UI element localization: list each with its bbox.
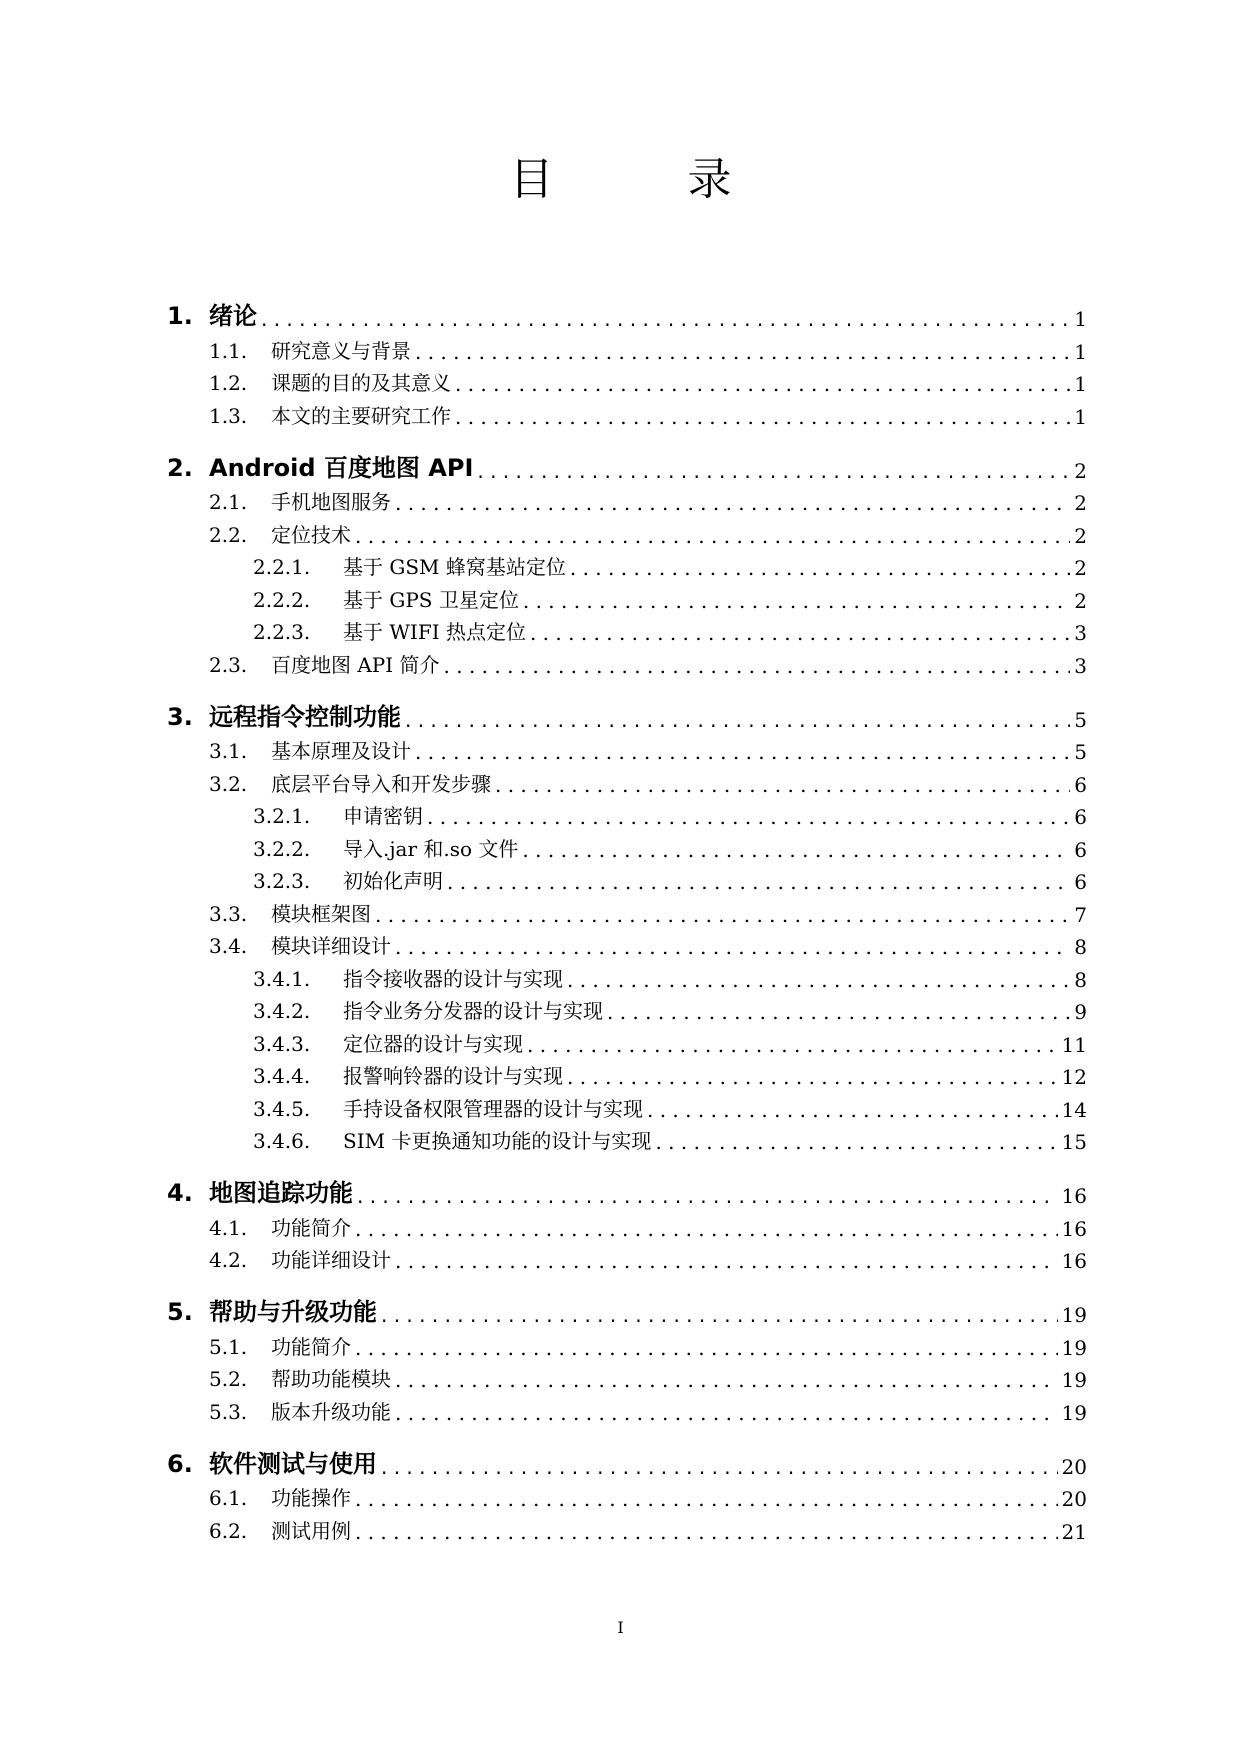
toc-entry-page: 3: [1074, 653, 1087, 678]
toc-entry-label: [209, 1331, 351, 1360]
page-title: 目 录: [509, 154, 792, 205]
toc-entry-level3[interactable]: [167, 1024, 1087, 1057]
toc-entry-title: 定位技术: [271, 522, 351, 547]
toc-entry-number: 6.: [167, 1449, 193, 1478]
toc-entry-level3[interactable]: [167, 1122, 1087, 1155]
toc-entry-label: [209, 1396, 391, 1425]
dot-leader: [355, 1336, 1058, 1360]
dot-leader: [405, 708, 1070, 732]
toc-entry-level2[interactable]: [167, 764, 1087, 797]
toc-entry-title: Android 百度地图 API: [209, 453, 474, 482]
toc-entry-level1[interactable]: [167, 277, 1087, 331]
toc-entry-page: 2: [1074, 523, 1087, 548]
toc-entry-page: 20: [1061, 1487, 1087, 1511]
toc-entry-title: 地图追踪功能: [209, 1179, 353, 1207]
toc-entry-level3[interactable]: [167, 613, 1087, 646]
dot-leader: [495, 773, 1070, 797]
toc-entry-page: 2: [1074, 588, 1087, 613]
toc-entry-level2[interactable]: [167, 1241, 1087, 1274]
toc-entry-page: 19: [1061, 1368, 1087, 1392]
dot-leader: [355, 524, 1070, 548]
toc-entry-label: [167, 448, 473, 483]
dot-leader: [395, 1249, 1058, 1273]
toc-entry-number: 3.4.1.: [253, 966, 311, 991]
toc-entry-level2[interactable]: [167, 483, 1087, 516]
toc-entry-level2[interactable]: [167, 331, 1087, 364]
toc-entry-number: 2.: [167, 453, 193, 482]
toc-entry-page: 1: [1074, 372, 1087, 396]
toc-entry-number: 3.4.3.: [253, 1031, 311, 1056]
toc-entry-label: [209, 735, 411, 764]
dot-leader: [477, 459, 1070, 483]
toc-entry-title: 基于 GSM 蜂窝基站定位: [343, 555, 566, 579]
toc-entry-number: 3.1.: [209, 739, 248, 763]
toc-entry-title: 测试用例: [271, 1518, 351, 1543]
toc-entry-label: [209, 1363, 391, 1392]
toc-entry-level2[interactable]: [167, 364, 1087, 397]
toc-entry-level2[interactable]: [167, 894, 1087, 927]
toc-entry-title: 研究意义与背景: [271, 338, 411, 363]
toc-entry-number: 2.2.3.: [253, 620, 311, 644]
toc-entry-page: 9: [1074, 1000, 1087, 1024]
dot-leader: [375, 903, 1070, 927]
toc-entry-level3[interactable]: [167, 1057, 1087, 1090]
toc-entry-label: [209, 1482, 351, 1511]
toc-entry-level2[interactable]: [167, 1208, 1087, 1241]
toc-entry-number: 3.2.1.: [253, 804, 311, 828]
toc-entry-number: 3.3.: [209, 901, 248, 926]
toc-entry-label: [253, 833, 518, 862]
toc-entry-number: 1.: [167, 302, 193, 330]
toc-entry-title: 底层平台导入和开发步骤: [271, 771, 491, 796]
toc-entry-title: SIM 卡更换通知功能的设计与实现: [343, 1129, 652, 1153]
dot-leader: [355, 1520, 1058, 1544]
toc-entry-title: 软件测试与使用: [209, 1449, 377, 1478]
toc-entry-number: 2.2.1.: [253, 555, 311, 579]
toc-entry-title: 功能简介: [271, 1215, 351, 1240]
dot-leader: [444, 654, 1071, 678]
toc-entry-level1[interactable]: [167, 1273, 1087, 1327]
toc-entry-label: [167, 1444, 377, 1479]
dot-leader: [415, 740, 1070, 764]
toc-entry-level3[interactable]: [167, 992, 1087, 1025]
toc-entry-level1[interactable]: [167, 1425, 1087, 1479]
toc-entry-title: 申请密钥: [343, 804, 423, 828]
toc-entry-label: [209, 898, 371, 927]
dot-leader: [355, 1487, 1058, 1511]
toc-entry-number: 2.2.: [209, 522, 248, 547]
toc-entry-title: 功能简介: [271, 1334, 351, 1359]
toc-entry-page: 14: [1061, 1097, 1087, 1122]
dot-leader: [415, 340, 1070, 364]
dot-leader: [567, 968, 1070, 992]
toc-entry-title: 百度地图 API 简介: [271, 652, 440, 677]
toc-entry-title: 初始化声明: [343, 869, 443, 893]
toc-entry-number: 3.: [167, 702, 193, 731]
toc-entry-label: [209, 400, 451, 429]
toc-entry-level1[interactable]: [167, 678, 1087, 732]
toc-entry-number: 3.4.6.: [253, 1129, 311, 1153]
toc-entry-number: 3.2.: [209, 771, 248, 796]
toc-entry-label: [209, 768, 491, 797]
toc-entry-level3[interactable]: [167, 580, 1087, 613]
toc-entry-label: [209, 1244, 391, 1273]
toc-entry-title: 基于 WIFI 热点定位: [343, 620, 526, 644]
toc-entry-label: [167, 1173, 353, 1208]
toc-entry-label: [253, 865, 443, 894]
toc-entry-title: 帮助功能模块: [271, 1367, 391, 1391]
table-of-contents: [167, 277, 1087, 1544]
toc-entry-number: 3.4.: [209, 934, 248, 958]
toc-entry-number: 3.2.3.: [253, 869, 311, 893]
toc-entry-page: 16: [1061, 1184, 1087, 1208]
toc-entry-page: 2: [1074, 458, 1087, 483]
toc-entry-page: 6: [1074, 870, 1087, 894]
dot-leader: [607, 1000, 1070, 1024]
toc-entry-page: 15: [1061, 1130, 1087, 1154]
toc-entry-label: [209, 1212, 351, 1241]
toc-entry-level3[interactable]: [167, 1089, 1087, 1122]
toc-entry-page: 19: [1061, 1303, 1087, 1327]
toc-entry-page: 5: [1074, 740, 1087, 764]
toc-entry-page: 1: [1074, 339, 1087, 364]
toc-entry-level2[interactable]: [167, 927, 1087, 960]
toc-entry-title: 功能详细设计: [271, 1248, 391, 1272]
toc-entry-label: [253, 616, 526, 645]
toc-entry-level2[interactable]: [167, 1327, 1087, 1360]
toc-entry-label: [209, 519, 351, 548]
dot-leader: [395, 1401, 1058, 1425]
toc-entry-number: 2.1.: [209, 490, 248, 514]
toc-entry-page: 21: [1061, 1519, 1087, 1544]
toc-entry-page: 7: [1074, 902, 1087, 927]
dot-leader: [527, 1033, 1058, 1057]
toc-entry-level2[interactable]: [167, 732, 1087, 765]
dot-leader: [530, 621, 1070, 645]
toc-entry-number: 1.2.: [209, 371, 248, 395]
toc-entry-number: 6.1.: [209, 1486, 248, 1510]
toc-entry-label: [209, 367, 451, 396]
toc-entry-number: 1.1.: [209, 338, 248, 363]
dot-leader: [395, 1368, 1058, 1392]
toc-entry-title: 模块详细设计: [271, 934, 391, 958]
dot-leader: [355, 1217, 1058, 1241]
toc-entry-page: 11: [1061, 1032, 1087, 1057]
toc-entry-title: 指令接收器的设计与实现: [343, 966, 563, 991]
toc-entry-page: 8: [1074, 935, 1087, 959]
dot-leader: [647, 1098, 1058, 1122]
toc-entry-label: [253, 800, 423, 829]
toc-entry-page: 20: [1061, 1454, 1087, 1479]
toc-entry-page: 3: [1074, 621, 1087, 645]
dot-leader: [567, 1065, 1058, 1089]
dot-leader: [357, 1184, 1058, 1208]
toc-entry-title: 手机地图服务: [271, 490, 391, 514]
toc-entry-page: 1: [1074, 307, 1087, 331]
dot-leader: [455, 372, 1070, 396]
toc-entry-number: 3.4.2.: [253, 999, 311, 1023]
toc-entry-level2[interactable]: [167, 515, 1087, 548]
toc-entry-label: [167, 697, 401, 732]
toc-entry-number: 5.2.: [209, 1367, 248, 1391]
dot-leader: [395, 935, 1070, 959]
toc-entry-title: 定位器的设计与实现: [343, 1031, 523, 1056]
dot-leader: [395, 491, 1070, 515]
dot-leader: [447, 870, 1070, 894]
toc-entry-page: 19: [1061, 1335, 1087, 1360]
toc-entry-level3[interactable]: [167, 548, 1087, 581]
toc-entry-level3[interactable]: [167, 829, 1087, 862]
toc-entry-number: 2.2.2.: [253, 587, 311, 612]
toc-entry-title: 指令业务分发器的设计与实现: [343, 999, 603, 1023]
dot-leader: [381, 1455, 1058, 1479]
toc-entry-label: [209, 1515, 351, 1544]
toc-entry-number: 4.1.: [209, 1215, 248, 1240]
toc-entry-page: 12: [1061, 1065, 1087, 1089]
toc-entry-number: 3.2.2.: [253, 836, 311, 861]
dot-leader: [455, 405, 1070, 429]
toc-entry-number: 3.4.5.: [253, 1096, 311, 1121]
toc-entry-title: 功能操作: [271, 1486, 351, 1510]
dot-leader: [381, 1303, 1058, 1327]
toc-entry-number: 2.3.: [209, 652, 248, 677]
toc-entry-title: 绪论: [209, 302, 257, 330]
toc-entry-label: [253, 551, 566, 580]
toc-entry-title: 导入.jar 和.so 文件: [343, 836, 519, 861]
dot-leader: [523, 589, 1070, 613]
toc-entry-page: 2: [1074, 556, 1087, 580]
toc-entry-number: 5.: [167, 1298, 193, 1326]
toc-entry-number: 1.3.: [209, 403, 248, 428]
toc-entry-label: [253, 995, 603, 1024]
toc-entry-label: [167, 1292, 377, 1327]
toc-entry-page: 6: [1074, 805, 1087, 829]
toc-entry-level2[interactable]: [167, 645, 1087, 678]
dot-leader: [570, 556, 1070, 580]
toc-entry-label: [209, 335, 411, 364]
toc-entry-page: 8: [1074, 967, 1087, 992]
toc-entry-page: 6: [1074, 837, 1087, 862]
toc-entry-level3[interactable]: [167, 959, 1087, 992]
dot-leader: [427, 805, 1070, 829]
toc-entry-page: 19: [1061, 1400, 1087, 1425]
toc-entry-page: 1: [1074, 404, 1087, 429]
toc-entry-label: [253, 1125, 651, 1154]
toc-entry-number: 4.: [167, 1179, 193, 1207]
toc-entry-page: 6: [1074, 772, 1087, 797]
toc-entry-title: 本文的主要研究工作: [271, 403, 451, 428]
dot-leader: [655, 1130, 1057, 1154]
toc-entry-number: 4.2.: [209, 1248, 248, 1272]
toc-entry-level2[interactable]: [167, 1392, 1087, 1425]
toc-entry-number: 5.1.: [209, 1334, 248, 1359]
toc-entry-title: 课题的目的及其意义: [271, 371, 451, 395]
toc-entry-level3[interactable]: [167, 797, 1087, 830]
toc-entry-label: [209, 930, 391, 959]
toc-entry-level2[interactable]: [167, 1360, 1087, 1393]
toc-entry-title: 基于 GPS 卫星定位: [343, 587, 519, 612]
toc-entry-title: 报警响铃器的设计与实现: [343, 1064, 563, 1088]
toc-entry-label: [209, 486, 391, 515]
toc-entry-label: [253, 963, 563, 992]
toc-entry-level1[interactable]: [167, 429, 1087, 483]
toc-entry-level2[interactable]: [167, 396, 1087, 429]
toc-entry-label: [253, 1060, 563, 1089]
toc-entry-page: 16: [1061, 1249, 1087, 1273]
toc-entry-title: 手持设备权限管理器的设计与实现: [343, 1096, 643, 1121]
toc-entry-page: 2: [1074, 491, 1087, 515]
toc-entry-page: 5: [1074, 707, 1087, 732]
toc-entry-number: 3.4.4.: [253, 1064, 311, 1088]
toc-entry-title: 模块框架图: [271, 901, 371, 926]
toc-entry-number: 6.2.: [209, 1518, 248, 1543]
toc-entry-level2[interactable]: [167, 1479, 1087, 1512]
toc-entry-page: 16: [1061, 1216, 1087, 1241]
toc-entry-number: 5.3.: [209, 1399, 248, 1424]
toc-entry-label: [253, 1093, 643, 1122]
dot-leader: [261, 307, 1070, 331]
toc-entry-label: [209, 649, 440, 678]
toc-entry-title: 远程指令控制功能: [209, 702, 401, 731]
page-number: I: [617, 1618, 624, 1637]
toc-entry-title: 基本原理及设计: [271, 739, 411, 763]
toc-entry-label: [167, 296, 257, 331]
toc-entry-title: 版本升级功能: [271, 1399, 391, 1424]
toc-entry-level1[interactable]: [167, 1154, 1087, 1208]
toc-entry-title: 帮助与升级功能: [209, 1298, 377, 1326]
toc-entry-level3[interactable]: [167, 862, 1087, 895]
toc-entry-label: [253, 584, 519, 613]
toc-entry-level2[interactable]: [167, 1511, 1087, 1544]
toc-entry-label: [253, 1028, 523, 1057]
dot-leader: [522, 838, 1070, 862]
